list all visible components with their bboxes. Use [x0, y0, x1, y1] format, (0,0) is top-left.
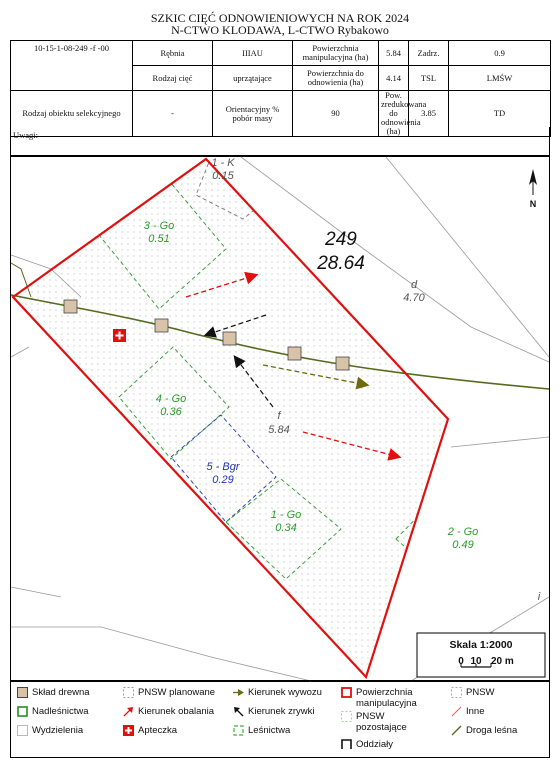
pow-manip-label: Powierzchnia manipulacyjna (ha)	[293, 41, 379, 66]
pnsw-label-code: 3 - Go	[143, 220, 175, 232]
other-icon	[451, 706, 462, 717]
subdivision-icon	[17, 725, 28, 736]
legend-item	[123, 725, 177, 736]
legend-item	[451, 687, 495, 698]
scale-tick-label: 20 m	[491, 656, 514, 667]
scale-label: Skala 1:2000	[449, 639, 513, 651]
legend-label: Apteczka	[138, 725, 178, 736]
compartment-address: 10-15-1-08-249 -f -00	[11, 41, 133, 91]
forest-road-icon	[451, 725, 462, 736]
legend-label: Kierunek wywozu	[248, 687, 322, 698]
north-label: N	[529, 199, 537, 209]
pnsw-label-code: 1 - K	[211, 157, 235, 169]
hauling-direction-icon	[233, 687, 244, 698]
subdivision-code: d	[410, 279, 418, 291]
legend-item	[233, 706, 315, 717]
legend-item	[451, 725, 517, 736]
tsl-label: TSL	[409, 66, 449, 91]
pow-odnow-value: 4.14	[379, 66, 409, 91]
rebnia-label: Rębnia	[133, 41, 213, 66]
tsl-value: LMŚW	[449, 66, 551, 91]
pow-manip-value: 5.84	[379, 41, 409, 66]
legend-item	[17, 725, 83, 736]
rodzaj-ciec-label: Rodzaj cięć	[133, 66, 213, 91]
remarks-label: Uwagi:	[13, 130, 39, 140]
legend-label: Droga leśna	[466, 725, 518, 736]
pnsw-icon	[451, 687, 462, 698]
skidding-direction-icon	[233, 706, 244, 717]
timber-storage-marker	[336, 357, 349, 370]
compartment-number: 249	[325, 229, 357, 250]
legend-label: PNSW pozostające	[356, 711, 407, 733]
sketch-title: SZKIC CIĘĆ ODNOWIENIOWYCH NA ROK 2024	[150, 11, 410, 25]
zadrz-label: Zadrz.	[409, 41, 449, 66]
rodzaj-obiektu-value: -	[133, 91, 213, 137]
pow-odnow-label: Powierzchnia do odnowienia (ha)	[293, 66, 379, 91]
orientacyjny-value: 90	[293, 91, 379, 137]
legend-item	[341, 711, 436, 733]
pnsw-label-area: 0.34	[275, 522, 297, 534]
orientacyjny-label: Orientacyjny % pobór masy	[213, 91, 293, 137]
zadrz-value: 0.9	[449, 41, 551, 66]
legend-label: Kierunek obalania	[138, 706, 215, 717]
legend-item	[17, 706, 89, 717]
legend-label: Wydzielenia	[32, 725, 84, 736]
td-label: TD	[449, 91, 551, 137]
first-aid-icon	[123, 725, 134, 736]
pow-zredukowana-value: 3.85	[409, 91, 449, 137]
legend-label: PNSW planowane	[138, 687, 216, 698]
pow-zredukowana-label: Pow. zredukowana do odnowienia (ha)	[379, 91, 409, 137]
first-aid-marker	[113, 329, 126, 342]
legend-item	[233, 725, 290, 736]
pnsw-label-area: 0.15	[212, 170, 234, 182]
scale-box	[417, 633, 545, 677]
legend-label: Leśnictwa	[248, 725, 291, 736]
sketch-subtitle: N-CTWO KLODAWA, L-CTWO Rybakowo	[171, 23, 389, 37]
pnsw-planned-icon	[123, 687, 134, 698]
legend-item	[341, 687, 436, 709]
pnsw-remaining-icon	[341, 711, 352, 722]
timber-storage-marker	[155, 319, 168, 332]
pnsw-label-area: 0.36	[160, 406, 182, 418]
legend-item	[123, 706, 214, 717]
map-canvas	[11, 157, 549, 681]
legend-label: Skład drewna	[32, 687, 90, 698]
pnsw-label-code: 4 - Go	[155, 393, 187, 405]
pnsw-label-area: 0.49	[452, 539, 474, 551]
manipulation-area-icon	[341, 687, 352, 698]
header-table	[10, 40, 551, 137]
legend-item	[341, 739, 393, 750]
legend-label: Powierzchnia manipulacyjna	[356, 687, 417, 709]
scale-tick-label: 10	[470, 656, 482, 667]
subdivision-area: 5.84	[268, 424, 290, 436]
timber-storage-marker	[64, 300, 77, 313]
forestry-icon	[233, 725, 244, 736]
legend-item	[123, 687, 215, 698]
pnsw-label-area: 0.51	[148, 233, 170, 245]
compartment-area: 28.64	[317, 253, 365, 274]
timber-storage-marker	[223, 332, 236, 345]
legend-label: PNSW	[466, 687, 495, 698]
subdivision-code: i	[537, 591, 541, 603]
legend-item	[451, 706, 485, 717]
pnsw-label-area: 0.29	[212, 474, 234, 486]
map-legend	[10, 680, 550, 758]
forest-district-icon	[17, 706, 28, 717]
legend-label: Nadleśnictwa	[32, 706, 89, 717]
map-frame	[10, 156, 550, 682]
north-arrow-icon	[529, 169, 537, 209]
subdivision-area: 4.70	[403, 292, 425, 304]
legend-label: Inne	[466, 706, 485, 717]
pnsw-label-code: 2 - Go	[447, 526, 479, 538]
pnsw-label-code: 1 - Go	[270, 509, 302, 521]
scale-tick-label: 0	[458, 656, 464, 667]
pnsw-label-code: 5 - Bgr	[206, 461, 240, 473]
compartment-icon	[341, 739, 352, 750]
timber-storage-marker	[288, 347, 301, 360]
remarks-box	[10, 127, 550, 156]
legend-item	[17, 687, 90, 698]
timber-storage-icon	[17, 687, 28, 698]
rodzaj-ciec-value: uprzątające	[213, 66, 293, 91]
legend-item	[233, 687, 322, 698]
stand-fill	[13, 159, 448, 677]
legend-label: Oddziały	[356, 739, 393, 750]
rodzaj-obiektu-label: Rodzaj obiektu selekcyjnego	[11, 91, 133, 137]
felling-direction-icon	[123, 706, 134, 717]
subdivision-code: f	[277, 410, 281, 422]
rebnia-value: IIIAU	[213, 41, 293, 66]
legend-label: Kierunek zrywki	[248, 706, 315, 717]
